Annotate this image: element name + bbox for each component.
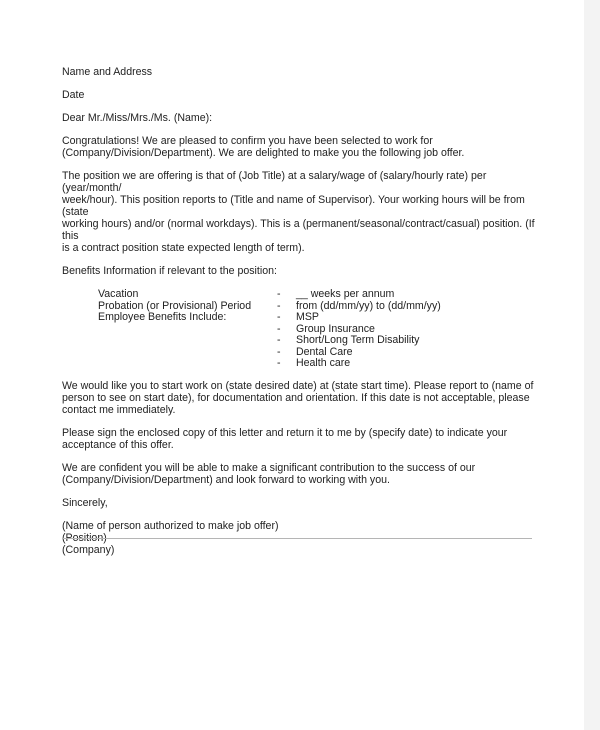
benefit-dash: -: [277, 288, 281, 300]
benefit-value: from (dd/mm/yy) to (dd/mm/yy): [296, 299, 441, 312]
benefit-value: Dental Care: [296, 345, 353, 358]
benefit-row: [62, 311, 542, 323]
benefit-value: Health care: [296, 357, 351, 369]
page-gutter: [584, 0, 600, 730]
paragraph-confidence: [62, 462, 542, 486]
paragraph-sign-return: [62, 427, 542, 451]
text-line: The position we are offering is that of (Job Title) at a salary/wage of (salary/hourly rate) per (year/month/: [62, 170, 487, 194]
benefit-label: Employee Benefits Include:: [98, 311, 227, 323]
signature-line: (Company): [62, 543, 115, 556]
benefit-value: Short/Long Term Disability: [296, 334, 420, 346]
text-line: week/hour). This position reports to (Title and name of Supervisor). Your working hours will be from (state: [62, 194, 525, 218]
text-line: We would like you to start work on (state desired date) at (state start time). Please report to (name of: [62, 379, 534, 392]
signature-line: (Name of person authorized to make job offer): [62, 519, 279, 532]
benefit-dash: -: [277, 311, 281, 323]
benefits-list: [62, 288, 542, 369]
benefit-value: Group Insurance: [296, 322, 375, 335]
text-line: (Company/Division/Department) and look forward to working with you.: [62, 473, 390, 486]
text-line: (Company/Division/Department). We are delighted to make you the following job offer.: [62, 147, 465, 159]
salutation: Dear Mr./Miss/Mrs./Ms. (Name):: [62, 112, 213, 124]
benefit-row: [62, 334, 542, 346]
benefit-label: Probation (or Provisional) Period: [98, 299, 252, 312]
benefit-dash: -: [277, 322, 281, 335]
text-line: contact me immediately.: [62, 403, 176, 416]
paragraph-start-date: [62, 380, 542, 416]
benefit-dash: -: [277, 334, 281, 346]
paragraph-congratulations: [62, 135, 542, 159]
text-line: working hours) and/or (normal workdays). This is a (permanent/seasonal/contract/casual) position. (If this: [62, 218, 535, 242]
benefits-heading: Benefits Information if relevant to the position:: [62, 265, 277, 277]
signature-line: (Position): [62, 531, 107, 544]
text-line: person to see on start date), for documentation and orientation. If this date is not acceptable, please: [62, 391, 530, 404]
benefit-dash: -: [277, 345, 281, 358]
footer-divider: [62, 538, 532, 539]
text-line: Please sign the enclosed copy of this letter and return it to me by (specify date) to indicate your: [62, 426, 508, 439]
benefit-value: MSP: [296, 311, 319, 323]
closing: Sincerely,: [62, 496, 108, 509]
text-line: Congratulations! We are pleased to confirm you have been selected to work for: [62, 135, 433, 147]
header-name-address: Name and Address: [62, 66, 153, 78]
benefit-row: [62, 346, 542, 358]
benefit-value: __ weeks per annum: [296, 288, 395, 300]
paragraph-position: [62, 170, 542, 254]
benefit-dash: -: [277, 357, 281, 369]
benefit-dash: -: [277, 299, 281, 312]
benefit-row: [62, 357, 542, 369]
benefit-row: [62, 323, 542, 335]
benefit-label: Vacation: [98, 288, 139, 300]
letter-body: [62, 66, 542, 556]
text-line: acceptance of this offer.: [62, 438, 174, 451]
text-line: is a contract position state expected length of term).: [62, 242, 305, 254]
benefit-row: [62, 300, 542, 312]
benefit-row: [62, 288, 542, 300]
header-date: Date: [62, 89, 85, 101]
text-line: We are confident you will be able to make a significant contribution to the success of our: [62, 461, 476, 474]
